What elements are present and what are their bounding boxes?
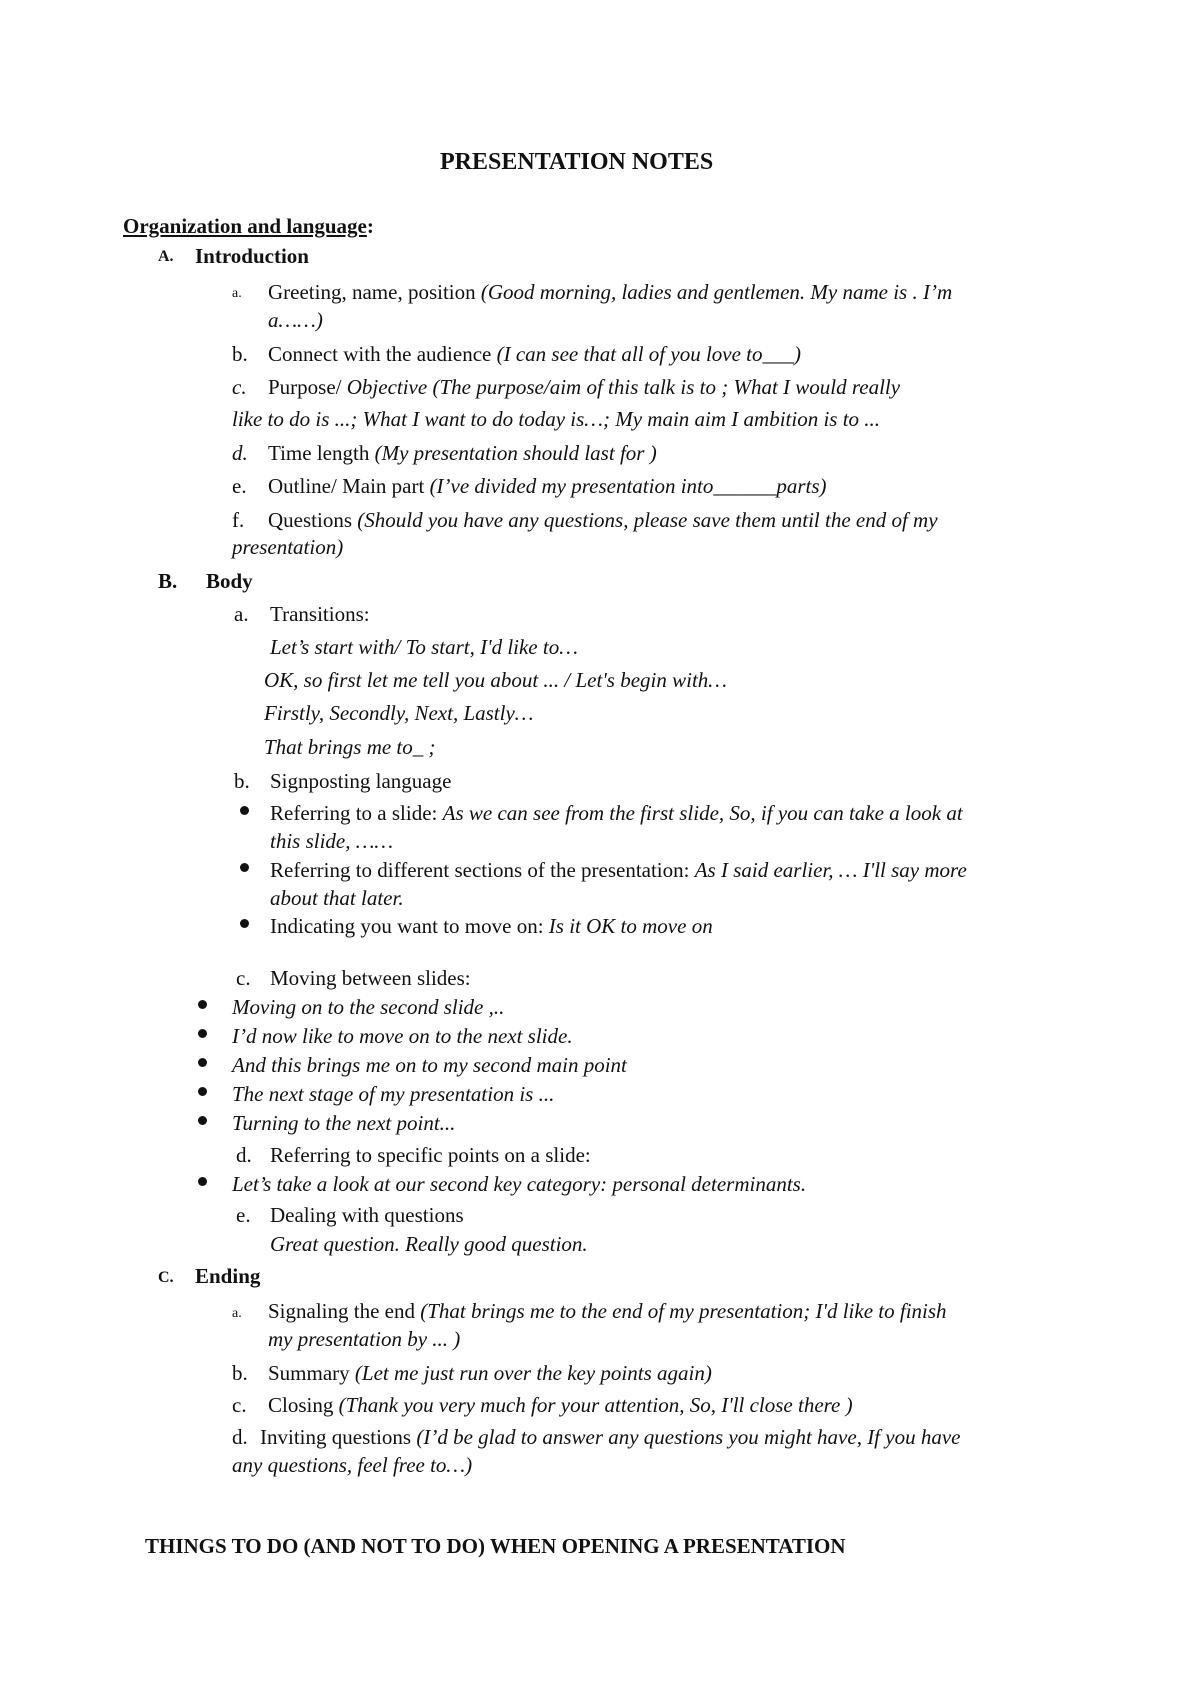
intro-f-line <box>268 506 938 534</box>
intro-b-marker: b. <box>232 342 248 366</box>
ending-a-text: Signaling the end <box>268 1299 421 1323</box>
moving-line-2-a: I’d now like to move on <box>232 1024 435 1048</box>
intro-d-line <box>268 439 657 467</box>
intro-b-line <box>268 340 801 368</box>
section-c-letter: C. <box>158 1269 174 1286</box>
signpost-2-line <box>270 856 967 884</box>
intro-d-text: Time length <box>268 441 375 465</box>
section-heading-text: Organization and language <box>123 214 367 238</box>
bullet-icon <box>198 1116 207 1125</box>
moving-line-3: And this brings me on to my second main point <box>232 1053 627 1077</box>
ending-c-example: (Thank you very much for your attention, So, I'll close there ) <box>338 1393 853 1417</box>
bullet-icon <box>198 1058 207 1067</box>
body-a-line-4: That brings me to_ ; <box>264 735 436 759</box>
intro-e-line <box>268 472 827 500</box>
intro-b-text: Connect with the audience <box>268 342 497 366</box>
questions-line-1: Great question. Really good question. <box>270 1232 588 1256</box>
signpost-2-example-cont: about that later. <box>270 886 404 910</box>
section-c-label: Ending <box>195 1264 261 1288</box>
ending-d-example-cont: any questions, feel free to…) <box>232 1453 473 1477</box>
body-a-marker: a. <box>234 602 249 626</box>
bullet-icon <box>198 1177 207 1186</box>
intro-a-example-cont: a……) <box>268 308 323 332</box>
body-a-line-2: OK, so first let me tell you about ... / Let's begin with… <box>264 668 727 692</box>
things-to-do-heading: THINGS TO DO (AND NOT TO DO) WHEN OPENING A PRESENTATION <box>145 1534 846 1558</box>
ending-b-line <box>268 1359 712 1387</box>
intro-f-example: (Should you have any questions, please save them until the end of my <box>357 508 938 532</box>
body-c-marker: c. <box>236 966 251 990</box>
ending-d-example: (I’d be glad to answer any questions you might have, If you have <box>416 1425 961 1449</box>
moving-line-2 <box>232 1022 573 1050</box>
moving-line-2-b: to the next slide. <box>434 1024 573 1048</box>
intro-a-text: Greeting, name, position <box>268 280 481 304</box>
signpost-3-text: Indicating you want to move on: <box>270 914 549 938</box>
moving-line-5: Turning to the next point... <box>232 1111 456 1135</box>
moving-line-4: The next stage of my presentation is ... <box>232 1082 555 1106</box>
intro-c-line <box>268 373 900 401</box>
intro-f-text: Questions <box>268 508 358 532</box>
intro-b-example: (I can see that all of you love to___) <box>496 342 802 366</box>
ending-d-text: Inviting questions <box>260 1425 417 1449</box>
intro-c-text: Purpose/ <box>268 375 347 399</box>
section-b-letter: B. <box>158 569 178 593</box>
intro-f-marker: f. <box>232 508 245 532</box>
ending-d-marker: d. <box>232 1425 248 1449</box>
body-d-text: Referring to specific points on a slide: <box>270 1143 591 1167</box>
intro-f-example-cont: presentation) <box>232 535 344 559</box>
body-b-marker: b. <box>234 769 250 793</box>
bullet-icon <box>240 863 249 872</box>
signpost-1-example-cont: this slide, …… <box>270 829 394 853</box>
ending-a-marker: a. <box>232 1306 242 1321</box>
bullet-icon <box>240 919 249 928</box>
bullet-icon <box>198 1087 207 1096</box>
ending-b-example: (Let me just run over the key points again) <box>354 1361 712 1385</box>
ending-a-example-cont: my presentation by ... ) <box>268 1327 461 1351</box>
intro-c-example-cont: like to do is ...; What I want to do today is…; My main aim I ambition is to ... <box>232 407 881 431</box>
body-e-marker: e. <box>236 1203 251 1227</box>
ending-c-line <box>268 1391 853 1419</box>
ending-d-line <box>260 1423 960 1451</box>
intro-c-marker: c. <box>232 375 247 399</box>
signpost-1-line <box>270 799 963 827</box>
intro-d-marker: d. <box>232 441 248 465</box>
moving-line-1: Moving on to the second slide ,.. <box>232 995 505 1019</box>
intro-e-example: (I’ve divided my presentation into______parts) <box>429 474 827 498</box>
body-b-text: Signposting language <box>270 769 452 793</box>
bullet-icon <box>198 1000 207 1009</box>
body-e-text: Dealing with questions <box>270 1203 464 1227</box>
ending-c-marker: c. <box>232 1393 247 1417</box>
body-d-marker: d. <box>236 1143 252 1167</box>
specific-line-1: Let’s take a look at our second key category: personal determinants. <box>232 1172 807 1196</box>
signpost-1-example: As we can see from the first slide, So, if you can take a look at <box>442 801 963 825</box>
section-a-letter: A. <box>158 248 174 265</box>
signpost-3-example: Is it OK to move on <box>548 914 713 938</box>
body-a-line-1: Let’s start with/ To start, I'd like to… <box>270 635 578 659</box>
intro-a-line <box>268 278 952 306</box>
bullet-icon <box>240 806 249 815</box>
body-a-text: Transitions: <box>270 602 370 626</box>
signpost-2-example: As I said earlier, … I'll say more <box>694 858 967 882</box>
intro-c-example: Objective (The purpose/aim of this talk is to ; What I would really <box>346 375 901 399</box>
intro-a-marker: a. <box>232 286 242 301</box>
section-b-label: Body <box>206 569 253 593</box>
body-a-line-3: Firstly, Secondly, Next, Lastly… <box>264 701 534 725</box>
ending-a-example: (That brings me to the end of my presentation; I'd like to finish <box>420 1299 947 1323</box>
intro-e-marker: e. <box>232 474 247 498</box>
signpost-2-text: Referring to different sections of the presentation: <box>270 858 695 882</box>
intro-a-example: (Good morning, ladies and gentlemen. My name is . I’m <box>480 280 953 304</box>
bullet-icon <box>198 1029 207 1038</box>
ending-b-marker: b. <box>232 1361 248 1385</box>
intro-e-text: Outline/ Main part <box>268 474 430 498</box>
section-heading <box>123 212 374 240</box>
section-heading-colon: : <box>366 214 374 238</box>
ending-a-line <box>268 1297 947 1325</box>
signpost-3-line <box>270 912 713 940</box>
ending-b-text: Summary <box>268 1361 355 1385</box>
intro-d-example: (My presentation should last for ) <box>374 441 657 465</box>
ending-c-text: Closing <box>268 1393 339 1417</box>
page-title: PRESENTATION NOTES <box>440 149 714 175</box>
signpost-1-text: Referring to a slide: <box>270 801 443 825</box>
body-c-text: Moving between slides: <box>270 966 471 990</box>
section-a-label: Introduction <box>195 244 309 268</box>
